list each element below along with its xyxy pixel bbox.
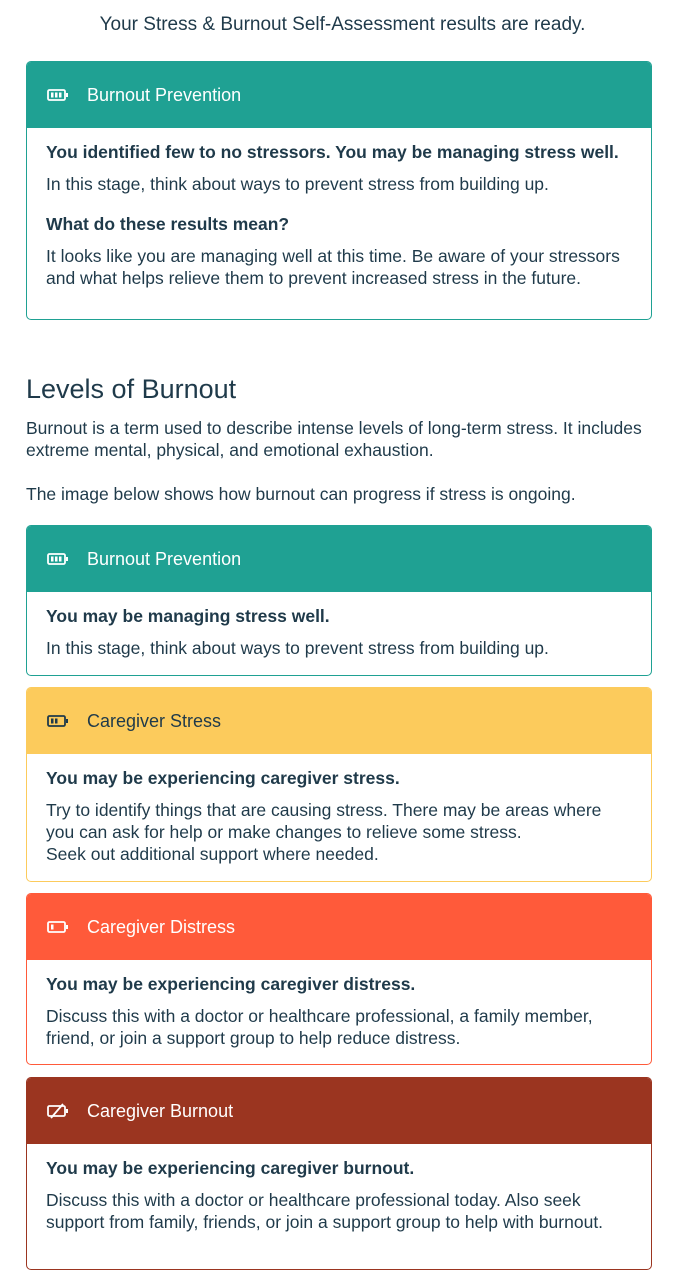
level-card-text: Try to identify things that are causing stress. There may be areas where you can ask for help or make changes to relieve some stress. Seek out additional support where needed.: [46, 800, 602, 864]
result-answer: It looks like you are managing well at this time. Be aware of your stressors and what helps relieve them to prevent increased stress in the future.: [46, 246, 620, 288]
level-card-lead: You may be experiencing caregiver burnout.: [46, 1158, 415, 1178]
result-card-header: [27, 62, 651, 128]
battery-full-icon: [47, 88, 71, 102]
level-card-lead: You may be experiencing caregiver stress.: [46, 768, 400, 788]
battery-full-icon: [47, 552, 71, 566]
level-card-title: Caregiver Distress: [87, 916, 236, 937]
result-card-title: Burnout Prevention: [87, 84, 242, 105]
level-card-lead: You may be managing stress well.: [46, 606, 330, 626]
result-lead: You identified few to no stressors. You may be managing stress well.: [46, 142, 619, 162]
levels-image-note: The image below shows how burnout can progress if stress is ongoing.: [26, 484, 576, 504]
level-card-caregiver-stress: [26, 687, 652, 882]
levels-description: Burnout is a term used to describe intense levels of long-term stress. It includes extreme mental, physical, and emotional exhaustion.: [26, 418, 642, 460]
result-text: In this stage, think about ways to prevent stress from building up.: [46, 174, 549, 194]
level-card-title: Burnout Prevention: [87, 548, 242, 569]
level-card-title: Caregiver Stress: [87, 710, 222, 731]
level-card-text: Discuss this with a doctor or healthcare professional, a family member, friend, or join a support group to help reduce distress.: [46, 1006, 593, 1048]
level-card-text: In this stage, think about ways to prevent stress from building up.: [46, 638, 549, 658]
level-card-burnout-prevention: [26, 525, 652, 676]
battery-empty-slash-icon: [47, 1104, 71, 1118]
battery-low-icon: [47, 920, 71, 934]
levels-title: Levels of Burnout: [26, 374, 237, 404]
level-card-header: [27, 894, 651, 960]
level-card-caregiver-distress: [26, 893, 652, 1065]
level-card-caregiver-burnout: [26, 1077, 652, 1270]
results-ready-heading: Your Stress & Burnout Self-Assessment results are ready.: [99, 14, 586, 35]
level-card-text: Discuss this with a doctor or healthcare professional today. Also seek support from family, friends, or join a support group to help with burnout.: [46, 1190, 604, 1232]
battery-half-icon: [47, 714, 71, 728]
level-card-header: [27, 1078, 651, 1144]
level-card-header: [27, 688, 651, 754]
result-card: [26, 61, 652, 320]
result-question: What do these results mean?: [46, 214, 290, 234]
level-card-lead: You may be experiencing caregiver distress.: [46, 974, 416, 994]
level-card-title: Caregiver Burnout: [87, 1100, 234, 1121]
level-card-header: [27, 526, 651, 592]
